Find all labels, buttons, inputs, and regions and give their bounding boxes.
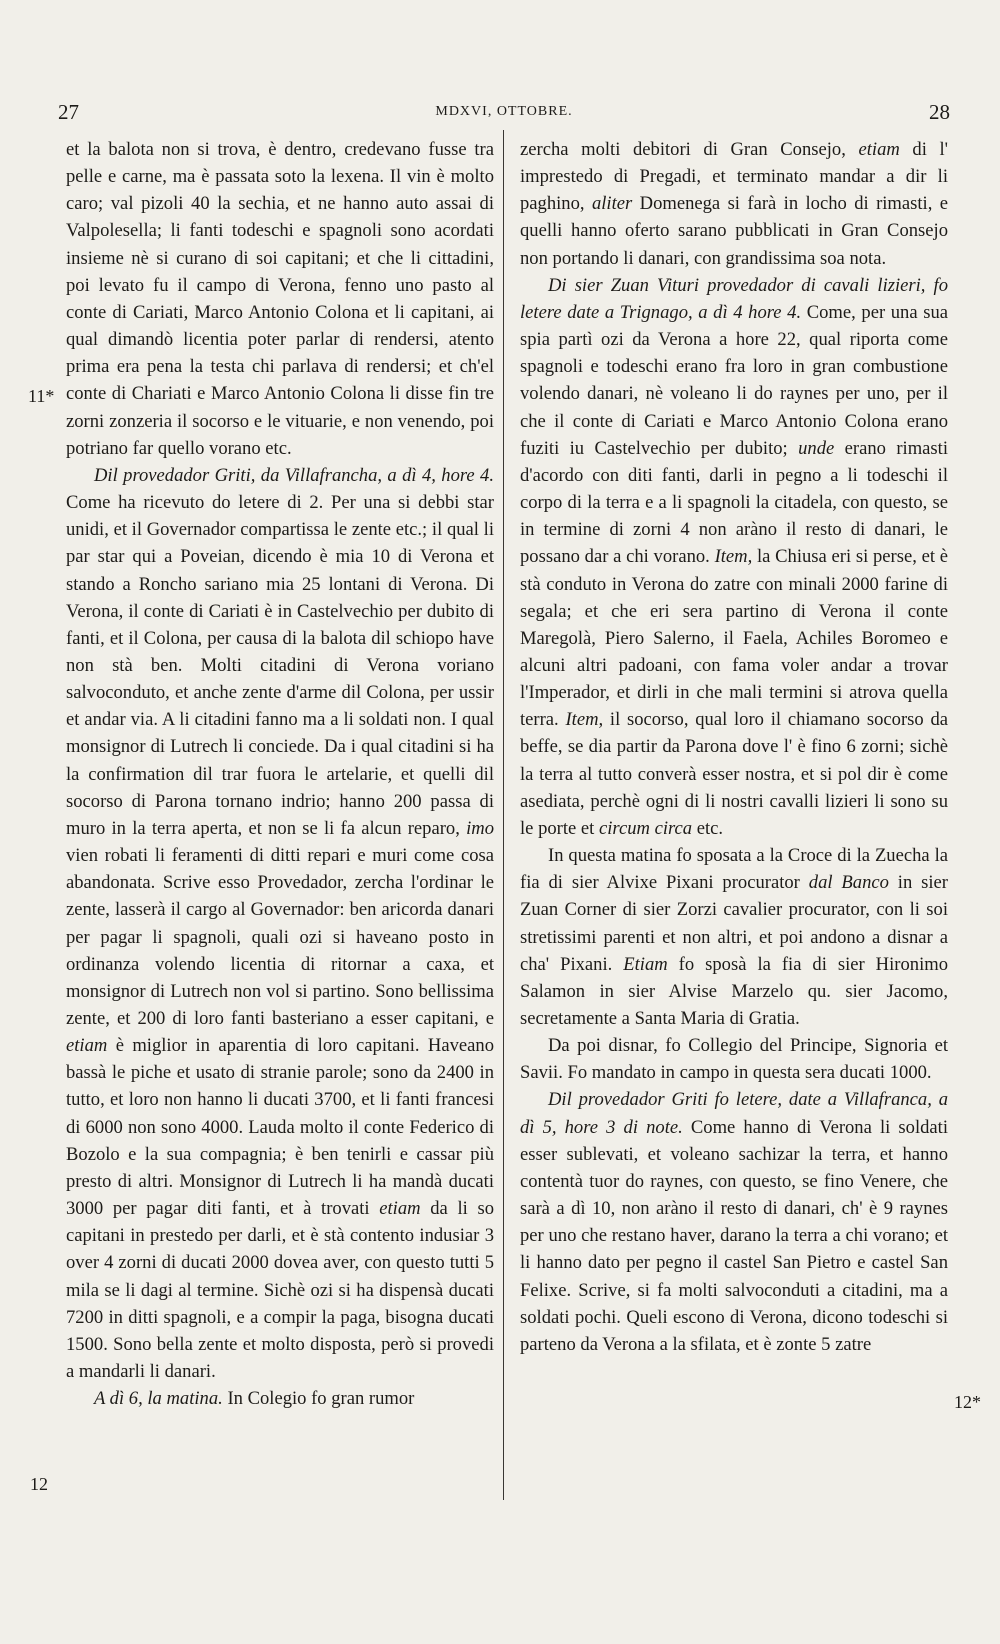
letter-heading: Dil provedador Griti fo letere, date a Villafranca, a dì 5, hore 3 di note. — [520, 1089, 948, 1138]
page-header — [58, 100, 950, 126]
paragraph: Dil provedador Griti, da Villafrancha, a dì 4, hore 4. Come ha ricevuto do letere di 2. Per una si debbi star unidi, et il Governador compartissa le zente etc.; il qual li par star qui a Poveian, dicendo è mia 10 di Verona et stando a Roncho sariano mia 25 lontani di Verona. Di Verona, il conte di Cariati è in Castelvechio per dubito di fanti, et il Colona, per causa di la balota dil schiopo have non stà ben. Molti citadini di Verona voriano salvoconduto, et anche zente d'arme dil Colona, per ussir et andar via. A li citadini fanno ma a li soldati non. I qual monsignor di Lutrech li conciede. Da i qual citadini si ha la confirmation dil trar fuora le artelarie, et quelli dil socorso di Parona tornano indrio; hanno 200 passa di muro in la terra aperta, et non se li fa alcun reparo, imo vien robati li feramenti di ditti repari e muri come cosa abandonata. Scrive esso Provedador, zercha l'ordinar le zente, lasserà il cargo al Governador: ben aricorda danari per pagar li spagnoli, quali ozi si haveano posto in ordinanza volendo licentia di ritornar a caxa, et monsignor di Lutrech non vol si partino. Sono bellissima zente, et 200 di loro fanti basteriano a esser capitani, e etiam è miglior in aparentia di loro capitani. Haveano bassà le piche et usato di stranie parole; sono da 2400 in tutto, et loro non hanno li ducati 3700, et li fanti francesi di 6000 non sono 4000. Lauda molto il conte Federico di Bozolo e la sua compagnia; è ben tenirli e cassar più presto di altri. Monsignor di Lutrech li ha mandà ducati 3000 per pagar diti fanti, et à trovati etiam da li so capitani in prestedo per darli, et è stà contento indusiar 3 over 4 zorni di ducati 2000 dovea aver, con questo tutti 5 mila se li dagi al termine. Sichè ozi si ha dispensà ducati 7200 in ditti spagnoli, e a compir la paga, bisogna ducati 1500. Sono bella zente et molto disposta, però si provedi a mandarli li danari. — [66, 464, 494, 1383]
margin-note-11: 11* — [28, 386, 55, 406]
paragraph: Dil provedador Griti fo letere, date a Villafranca, a dì 5, hore 3 di note. Come hanno di Verona li soldati esser sublevati, et voleano sachizar la terra, et hanno contentà tuor do raynes, con questo, se fino Venere, che sarà a dì 10, non aràno il resto di danari, ch' è 9 raynes per uno che restano haver, darano la terra a chi vorano; et li hanno dato per pegno il castel San Pietro e castel San Felixe. Scrive, si fa molti salvoconduti a citadini, ma a soldati pochi. Queli escono di Verona, dicono todeschi si parteno da Verona a la sfilata, et è zonte 5 zatre — [520, 1089, 948, 1355]
paragraph: A dì 6, la matina. In Colegio fo gran rumor — [94, 1388, 415, 1410]
margin-note-12-right: 12* — [954, 1392, 981, 1412]
date-heading: A dì 6, la matina. — [94, 1388, 223, 1410]
page-number-right: 28 — [929, 100, 950, 124]
left-column — [66, 136, 494, 1412]
paragraph: In questa matina fo sposata a la Croce di la Zuecha la fia di sier Alvixe Pixani procurator dal Banco in sier Zuan Corner di sier Zorzi cavalier procurator, con li soi stretissimi parenti et non altri, et poi andono a disnar a cha' Pixani. Etiam fo sposà la fia di sier Hironimo Salamon in sier Alvise Marzelo qu. sier Jacomo, secretamente a Santa Maria di Gratia. — [520, 845, 948, 1029]
letter-heading: Dil provedador Griti, da Villafrancha, a dì 4, hore 4. — [94, 464, 494, 486]
paragraph: zercha molti debitori di Gran Consejo, etiam di l' imprestedo di Pregadi, et terminato mandar a dir li paghino, aliter Domenega si farà in locho di rimasti, e quelli hanno oferto sarano pubblicati in Gran Consejo non portando li danari, con grandissima soa nota. — [520, 139, 949, 269]
paragraph: Da poi disnar, fo Collegio del Principe, Signoria et Savii. Fo mandato in campo in questa sera ducati 1000. — [520, 1035, 948, 1084]
paragraph: et la balota non si trova, è dentro, credevano fusse tra pelle e carne, ma è passata soto la lexena. Il vin è molto caro; val pizoli 40 la sechia, et ne hanno auto assai di Valpolesella; li fanti todeschi e spagnoli sono acordati insieme nè si curano di soi capitani; et che li cittadini, poi levato fu il campo di Verona, fenno uno pasto al conte di Cariati, Marco Antonio Colona et li capitani, ai qual dimandò licentia poter parlar di rendersi, atento prima era pena la testa chi parlava di rendersi; et ch'el conte di Chariati e Marco Antonio Colona li disse fin tre zorni zonzeria il socorso e le vituarie, e non venendo, poi potriano far quello vorano etc. — [66, 139, 494, 459]
column-divider — [503, 130, 504, 1500]
paragraph: Di sier Zuan Vituri provedador di cavali lizieri, fo letere date a Trignago, a dì 4 hore 4. Come, per una sua spia partì ozi da Verona a hore 22, qual riporta come spagnoli e todeschi erano fra loro in gran combustione volendo danari, nè voleano li do raynes per uno, per il che il conte di Cariati e Marco Antonio Colona erano fuziti iu Castelvechio per dubito; unde erano rimasti d'acordo con diti fanti, darli in pegno a li todeschi il corpo di la terra e a li spagnoli la citadela, con questo, se in termine di zorni 4 non aràno il resto di danari, le possano dar a chi vorano. Item, la Chiusa eri si perse, et è stà conduto in Verona do zatre con minali 2000 farine di segala; et che eri sera partino di Verona il conte Maregolà, Piero Salerno, il Faela, Achiles Boromeo e alcuni altri padoani, con fama voler andar a trovar l'Imperador, et dirli in che mali termini si atrova quella terra. Item, il socorso, qual loro il chiamano socorso da beffe, se dia partir da Parona dove l' è fino 6 zorni; sichè la terra al tutto converà esser nostra, et si pol dir è come asediata, perchè ogni di li nostri cavalli lizieri li sono su le porte et circum circa etc. — [520, 274, 948, 839]
running-title: MDXVI, OTTOBRE. — [435, 104, 573, 119]
page-number-left: 27 — [58, 100, 79, 124]
margin-note-12: 12 — [30, 1474, 48, 1494]
letter-heading: Di sier Zuan Vituri provedador di cavali lizieri, fo letere date a Trignago, a dì 4 hore 4. — [520, 274, 948, 323]
right-column — [520, 136, 948, 1358]
